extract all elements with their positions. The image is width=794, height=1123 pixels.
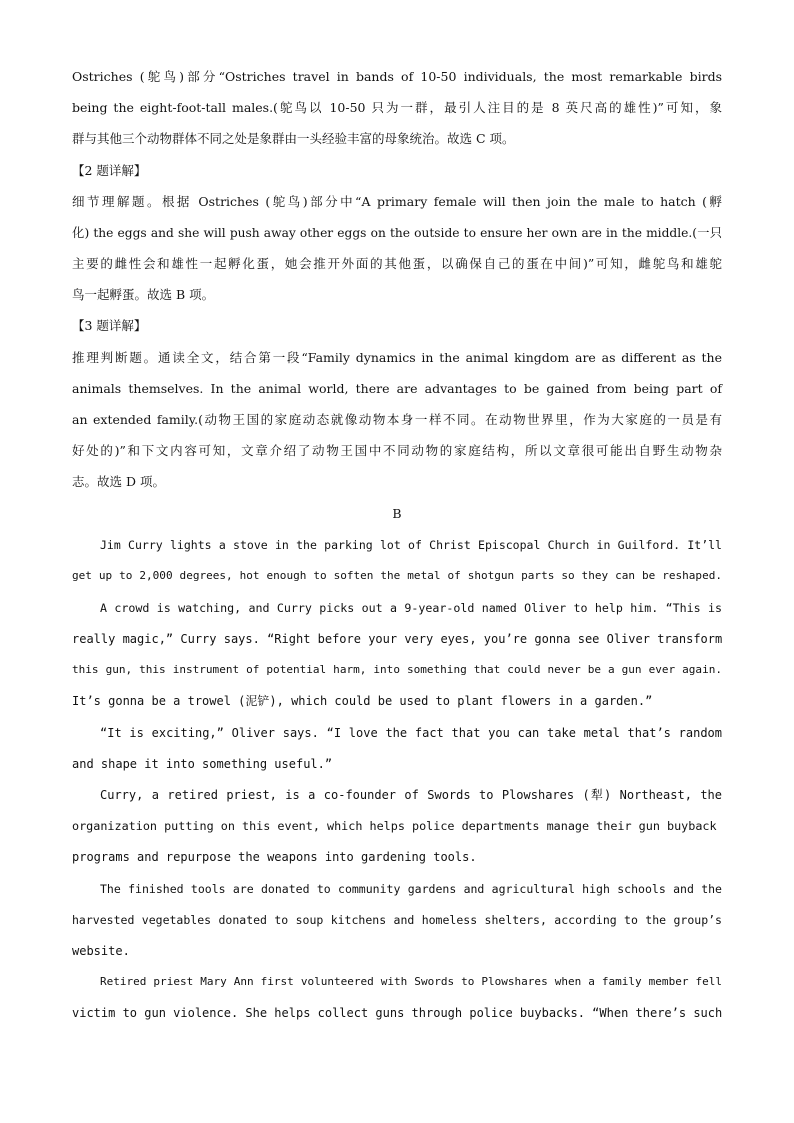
heading-question-2: 【2 题详解】 [72, 163, 147, 178]
para2-line4: 鸟一起孵蛋。故选 B 项。 [72, 287, 215, 302]
para1-line2: being the eight-foot-tall males.(鸵鸟以 10-50 只为一群，最引人注目的是 8 英尺高的雄性)”可知，象 [72, 100, 722, 115]
section-b-label: B [392, 506, 402, 521]
b-p2-line1: A crowd is watching, and Curry picks out a 9-year-old named Oliver to help him. “This is [100, 601, 722, 615]
b-p6-line2: victim to gun violence. She helps collect guns through police buybacks. “When there’s such [72, 1006, 723, 1020]
para2-line2: 化) the eggs and she will push away other eggs on the outside to ensure her own are in the middle.(一只 [72, 226, 722, 240]
para3-line5: 志。故选 D 项。 [72, 474, 165, 489]
para3-line4: 好处的)”和下文内容可知，文章介绍了动物王国中不同动物的家庭结构，所以文章很可能出自野生动物杂 [72, 443, 722, 458]
b-p6-line1: Retired priest Mary Ann first volunteered with Swords to Plowshares when a family member fell [100, 975, 722, 988]
b-p5-line1: The finished tools are donated to community gardens and agricultural high schools and the [100, 882, 722, 896]
b-p5-line3: website. [72, 944, 130, 958]
b-p4-line3: programs and repurpose the weapons into gardening tools. [72, 850, 477, 864]
b-p4-line2: organization putting on this event, which helps police departments manage their gun buyback [72, 819, 717, 833]
b-p2-line3: this gun, this instrument of potential harm, into something that could never be a gun ever again. [72, 663, 722, 676]
b-p4-line1: Curry, a retired priest, is a co-founder of Swords to Plowshares (犁) Northeast, the [100, 788, 722, 802]
para1-line1: Ostriches (鸵鸟)部分“Ostriches travel in bands of 10-50 individuals, the most remarkable birds [72, 69, 722, 84]
b-p5-line2: harvested vegetables donated to soup kitchens and homeless shelters, according to the group’s [72, 913, 722, 927]
para1-line3: 群与其他三个动物群体不同之处是象群由一头经验丰富的母象统治。故选 C 项。 [72, 131, 515, 146]
b-p3-line2: and shape it into something useful.” [72, 757, 333, 771]
b-p3-line1: “It is exciting,” Oliver says. “I love the fact that you can take metal that’s random [100, 726, 722, 740]
para3-line3: an extended family.(动物王国的家庭动态就像动物本身一样不同。在动物世界里，作为大家庭的一员是有 [72, 412, 722, 427]
heading-question-3: 【3 题详解】 [72, 318, 147, 333]
b-p1-line2: get up to 2,000 degrees, hot enough to soften the metal of shotgun parts so they can be reshaped. [72, 569, 722, 582]
para3-line2: animals themselves. In the animal world, there are advantages to be gained from being part of [72, 381, 722, 396]
b-p2-line2: really magic,” Curry says. “Right before your very eyes, you’re gonna see Oliver transform [72, 632, 723, 646]
b-p2-line4: It’s gonna be a trowel (泥铲), which could be used to plant flowers in a garden.” [72, 694, 653, 708]
b-p1-line1: Jim Curry lights a stove in the parking lot of Christ Episcopal Church in Guilford. It’ll [100, 538, 722, 552]
para3-line1: 推理判断题。通读全文，结合第一段“Family dynamics in the animal kingdom are as different as the [72, 350, 722, 365]
para2-line3: 主要的雌性会和雄性一起孵化蛋，她会推开外面的其他蛋，以确保自己的蛋在中间)”可知，雌鸵鸟和雄鸵 [72, 256, 722, 271]
para2-line1: 细节理解题。根据 Ostriches (鸵鸟)部分中“A primary female will then join the male to hatch (孵 [72, 194, 722, 209]
